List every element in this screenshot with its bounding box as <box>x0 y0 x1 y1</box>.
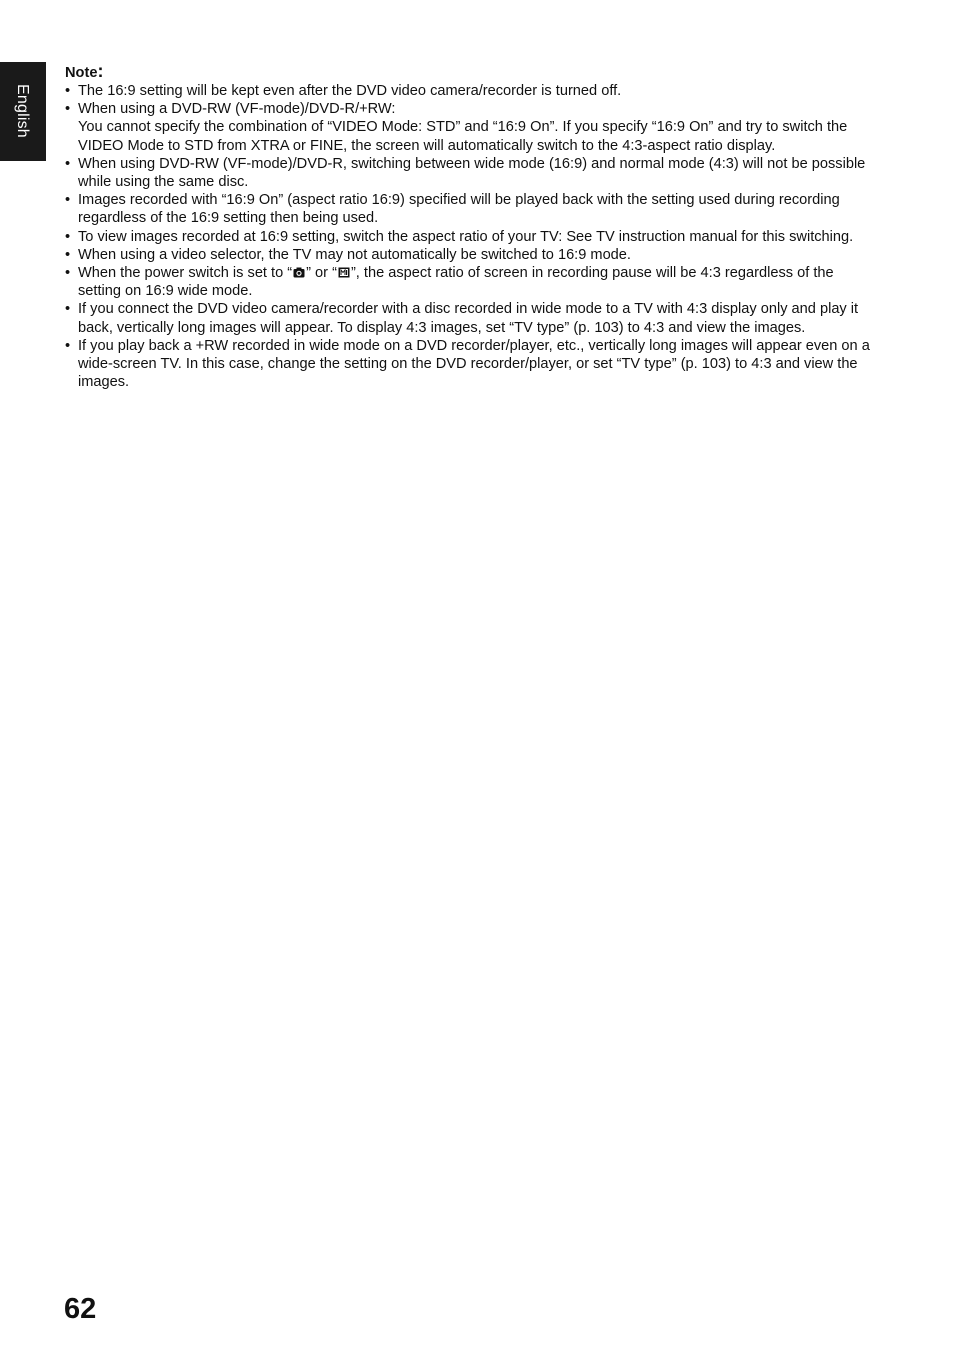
note-section <box>65 62 880 391</box>
note-heading-text: Note <box>65 65 98 81</box>
bullet: • <box>65 265 71 282</box>
note-item-text: If you connect the DVD video camera/recorder with a disc recorded in wide mode to a TV with 4:3 display only and play it back, vertically long images will appear. To display 4:3 images, set “TV type” (p. 103) to 4:3 and view the images. <box>78 301 859 336</box>
note-item-text: The 16:9 setting will be kept even after the DVD video camera/recorder is turned off. <box>78 83 622 99</box>
bullet: • <box>65 192 71 209</box>
note-item <box>65 337 880 392</box>
language-side-tab-label: English <box>14 84 31 138</box>
note-heading <box>65 62 880 82</box>
note-item <box>65 228 880 246</box>
note-item-text: Images recorded with “16:9 On” (aspect ratio 16:9) specified will be played back with the setting used during recording regardless of the 16:9 setting then being used. <box>78 192 840 227</box>
page-number: 62 <box>64 1293 97 1325</box>
note-item <box>65 100 880 155</box>
bullet: • <box>65 101 71 118</box>
note-item-text: ” or “ <box>306 265 337 282</box>
note-item <box>65 191 880 227</box>
note-item-text: To view images recorded at 16:9 setting, switch the aspect ratio of your TV: See TV instruction manual for this switching. <box>78 228 854 245</box>
note-item-text: When using a video selector, the TV may not automatically be switched to 16:9 mode. <box>78 246 631 263</box>
camera-icon <box>293 267 305 278</box>
note-item-text: When the power switch is set to “ <box>78 265 293 282</box>
note-item <box>65 246 880 264</box>
card-mode-icon <box>338 267 350 278</box>
note-item-text: You cannot specify the combination of “VIDEO Mode: STD” and “16:9 On”. If you specify “16:9 On” and try to switch the VIDEO Mode to STD from XTRA or FINE, the screen will automatically switch to the 4:3-aspect ratio display. <box>78 119 848 154</box>
note-list <box>65 82 880 391</box>
bullet: • <box>65 301 71 318</box>
bullet: • <box>65 228 71 245</box>
note-item-text: If you play back a +RW recorded in wide mode on a DVD recorder/player, etc., vertically long images will appear even on a wide-screen TV. In this case, change the setting on the DVD recorder/player, or set “TV type” (p. 103) to 4:3 and view the images. <box>78 337 870 391</box>
note-item-text: When using a DVD-RW (VF-mode)/DVD-R/+RW: <box>78 101 396 118</box>
bullet: • <box>65 83 71 99</box>
note-item <box>65 300 880 336</box>
note-item <box>65 82 880 100</box>
note-heading-colon: : <box>97 61 104 81</box>
bullet: • <box>65 337 71 354</box>
note-item <box>65 264 880 300</box>
note-item-text: ”, the aspect ratio of screen in recording pause will be 4:3 regardless of the setting on 16:9 wide mode. <box>78 265 834 300</box>
bullet: • <box>65 155 71 172</box>
note-item <box>65 155 880 191</box>
note-item-text: When using DVD-RW (VF-mode)/DVD-R, switching between wide mode (16:9) and normal mode (4:3) will not be possible while using the same disc. <box>78 155 866 191</box>
bullet: • <box>65 246 71 263</box>
